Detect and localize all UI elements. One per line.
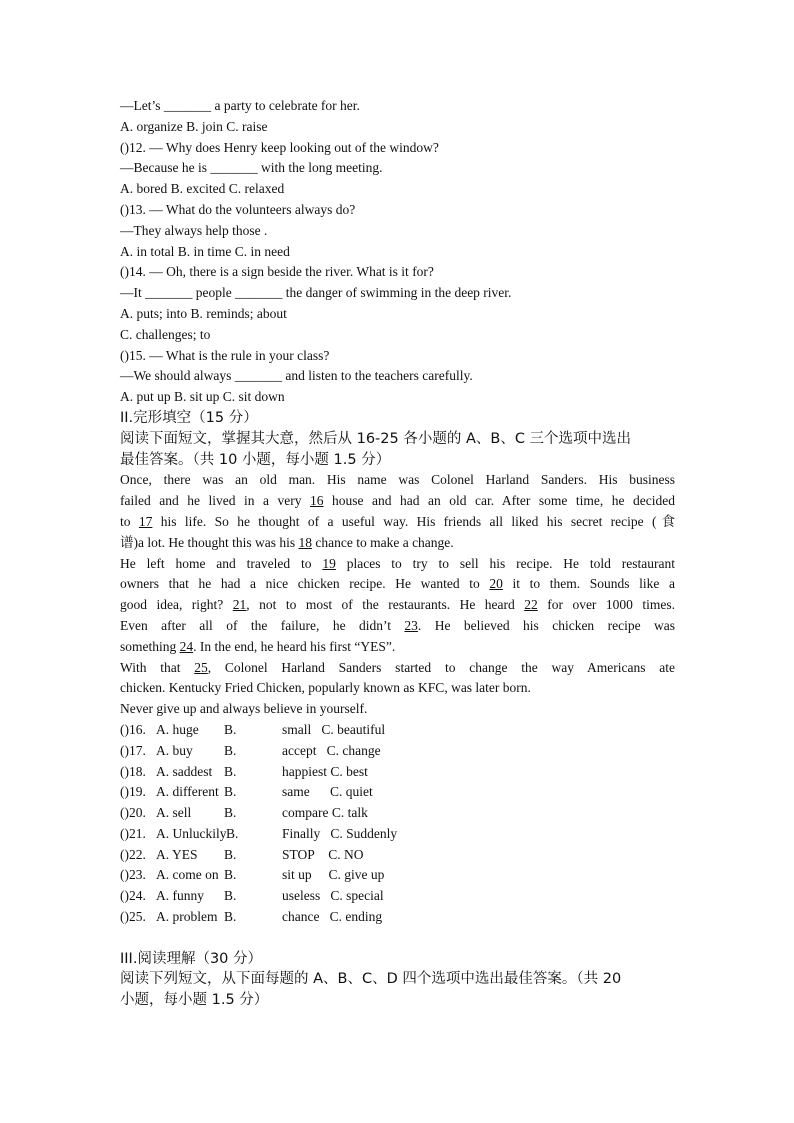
option-c: C. special xyxy=(330,888,384,904)
option-a: A. sell xyxy=(156,805,192,821)
option-a: A. huge xyxy=(156,721,199,737)
option-a: A. different xyxy=(156,784,219,800)
option-a: A. funny xyxy=(156,888,204,904)
question-number: ()19. xyxy=(120,784,146,800)
option-b: small xyxy=(282,721,312,737)
option-c: C. Suddenly xyxy=(330,825,398,841)
passage-text: , Colonel Harland Sanders started to change the way Americans ate xyxy=(207,659,675,675)
passage-text: good idea, right? xyxy=(120,597,233,613)
passage-text: house and had an old car. After some time, he decided xyxy=(323,493,675,509)
option-row-21 xyxy=(120,824,675,845)
blank-17: 17 xyxy=(138,513,153,529)
passage-text: to xyxy=(120,513,139,529)
option-row-23 xyxy=(120,865,675,886)
section-3-instruction: 小题，每小题 1.5 分） xyxy=(120,992,269,1009)
option-b-letter: B. xyxy=(224,909,237,925)
question-options: C. challenges; to xyxy=(120,326,211,342)
question-line: —It _______ people _______ the danger of swimming in the deep river. xyxy=(120,285,512,301)
question-number: ()20. xyxy=(120,805,146,821)
section-2-instruction: 阅读下面短文，掌握其大意，然后从 16-25 各小题的 A、B、C 三个选项中选出 xyxy=(120,430,632,447)
question-number: ()21. xyxy=(120,825,146,841)
spacer xyxy=(120,928,675,949)
passage-line xyxy=(120,595,675,616)
option-a: A. come on xyxy=(156,867,219,883)
option-b: sit up xyxy=(282,867,312,883)
question-number: ()22. xyxy=(120,846,146,862)
option-c: C. change xyxy=(326,742,381,758)
question-line: —Let’s _______ a party to celebrate for her. xyxy=(120,98,360,113)
passage-text: it to them. Sounds like a xyxy=(502,576,675,592)
passage-line xyxy=(120,574,675,595)
passage-text: . In the end, he heard his first “YES”. xyxy=(193,638,396,654)
option-c: C. ending xyxy=(329,909,383,925)
option-c: C. best xyxy=(330,763,368,779)
passage-line xyxy=(120,616,675,637)
option-b: chance xyxy=(282,909,320,925)
passage-text: chicken. Kentucky Fried Chicken, popularly known as KFC, was later born. xyxy=(120,680,531,696)
option-b-letter: B. xyxy=(224,721,237,737)
option-b: compare xyxy=(282,805,329,821)
question-12: ()12. — Why does Henry keep looking out of the window? xyxy=(120,139,439,155)
option-b: happiest xyxy=(282,763,327,779)
blank-22: 22 xyxy=(524,597,538,613)
passage-line xyxy=(120,470,675,491)
passage-text: something xyxy=(120,638,180,654)
passage-text: owners that he had a nice chicken recipe. He wanted to xyxy=(120,576,490,592)
question-number: ()25. xyxy=(120,909,146,925)
passage-text: chance to make a change. xyxy=(312,534,454,550)
option-row-24 xyxy=(120,886,675,907)
passage-text: . He believed his chicken recipe was xyxy=(417,617,675,633)
blank-19: 19 xyxy=(322,555,336,571)
option-a: A. problem xyxy=(156,909,218,925)
passage-text: Once, there was an old man. His name was Colonel Harland Sanders. His business xyxy=(120,472,675,488)
question-number: ()23. xyxy=(120,867,146,883)
passage-text: his life. So he thought of a useful way. His friends all liked his secret recipe (食 xyxy=(152,513,675,529)
passage-text: failed and he lived in a very xyxy=(120,493,310,509)
question-13: ()13. — What do the volunteers always do? xyxy=(120,201,356,217)
question-15: ()15. — What is the rule in your class? xyxy=(120,347,330,363)
question-number: ()16. xyxy=(120,721,146,737)
option-b-letter: B. xyxy=(224,888,237,904)
passage-text: Never give up and always believe in yourself. xyxy=(120,701,368,717)
option-b: STOP xyxy=(282,846,315,862)
blank-23: 23 xyxy=(404,617,418,633)
option-row-17 xyxy=(120,741,675,762)
passage-line xyxy=(120,512,675,533)
passage-text: Even after all of the failure, he didn’t xyxy=(120,617,405,633)
option-a: A. YES xyxy=(156,846,198,862)
section-3 xyxy=(120,949,675,1011)
section-2-heading: II.完形填空（15 分） xyxy=(120,409,258,426)
blank-24: 24 xyxy=(179,638,194,654)
option-row-19 xyxy=(120,782,675,803)
exam-page xyxy=(120,96,675,1011)
option-row-18 xyxy=(120,762,675,783)
blank-16: 16 xyxy=(310,493,324,509)
option-b-letter: B. xyxy=(224,784,237,800)
option-b: Finally xyxy=(282,825,321,841)
question-line: —Because he is _______ with the long meeting. xyxy=(120,160,383,176)
question-number: ()17. xyxy=(120,742,146,758)
passage-line xyxy=(120,637,675,658)
question-options: A. put up B. sit up C. sit down xyxy=(120,389,285,405)
question-number: ()24. xyxy=(120,888,146,904)
option-a: A. buy xyxy=(156,742,193,758)
option-c: C. NO xyxy=(328,846,364,862)
option-b-letter: B. xyxy=(224,763,237,779)
part1-questions xyxy=(120,96,675,408)
option-b-letter: B. xyxy=(226,825,239,841)
option-a: A. Unluckily xyxy=(156,825,227,841)
passage-line xyxy=(120,699,675,720)
option-b-letter: B. xyxy=(224,742,237,758)
question-options: A. in total B. in time C. in need xyxy=(120,243,290,259)
passage-line xyxy=(120,533,675,554)
option-a: A. saddest xyxy=(156,763,213,779)
section-3-heading: III.阅读理解（30 分） xyxy=(120,950,262,967)
option-row-25 xyxy=(120,907,675,928)
option-b: same xyxy=(282,784,310,800)
cloze-options xyxy=(120,720,675,928)
blank-20: 20 xyxy=(489,576,503,592)
passage-text: He left home and traveled to xyxy=(120,555,323,571)
passage-text: 谱)a lot. He thought this was his xyxy=(120,534,299,550)
passage-line xyxy=(120,491,675,512)
question-line: —We should always _______ and listen to the teachers carefully. xyxy=(120,368,473,384)
option-b: useless xyxy=(282,888,321,904)
option-c: C. talk xyxy=(331,805,368,821)
option-row-22 xyxy=(120,845,675,866)
passage-text: places to try to sell his recipe. He told restaurant xyxy=(335,555,675,571)
blank-18: 18 xyxy=(298,534,312,550)
option-row-20 xyxy=(120,803,675,824)
option-c: C. give up xyxy=(328,867,385,883)
question-14: ()14. — Oh, there is a sign beside the river. What is it for? xyxy=(120,264,434,280)
option-b-letter: B. xyxy=(224,867,237,883)
option-c: C. beautiful xyxy=(321,721,386,737)
option-b-letter: B. xyxy=(224,805,237,821)
question-number: ()18. xyxy=(120,763,146,779)
question-options: A. organize B. join C. raise xyxy=(120,118,268,134)
question-options: A. puts; into B. reminds; about xyxy=(120,305,287,321)
option-c: C. quiet xyxy=(330,784,373,800)
passage-line xyxy=(120,678,675,699)
question-options: A. bored B. excited C. relaxed xyxy=(120,181,285,197)
option-b: accept xyxy=(282,742,317,758)
cloze-passage xyxy=(120,470,675,720)
option-row-16 xyxy=(120,720,675,741)
section-3-instruction: 阅读下列短文，从下面每题的 A、B、C、D 四个选项中选出最佳答案。（共 20 xyxy=(120,971,622,988)
passage-line xyxy=(120,554,675,575)
passage-text: With that xyxy=(120,659,195,675)
passage-line xyxy=(120,658,675,679)
section-2 xyxy=(120,408,675,928)
blank-25: 25 xyxy=(194,659,208,675)
section-2-instruction: 最佳答案。（共 10 小题，每小题 1.5 分） xyxy=(120,451,391,468)
option-b-letter: B. xyxy=(224,846,237,862)
passage-text: , not to most of the restaurants. He heard xyxy=(246,597,525,613)
question-line: —They always help those . xyxy=(120,222,268,238)
passage-text: for over 1000 times. xyxy=(537,597,675,613)
blank-21: 21 xyxy=(232,597,247,613)
